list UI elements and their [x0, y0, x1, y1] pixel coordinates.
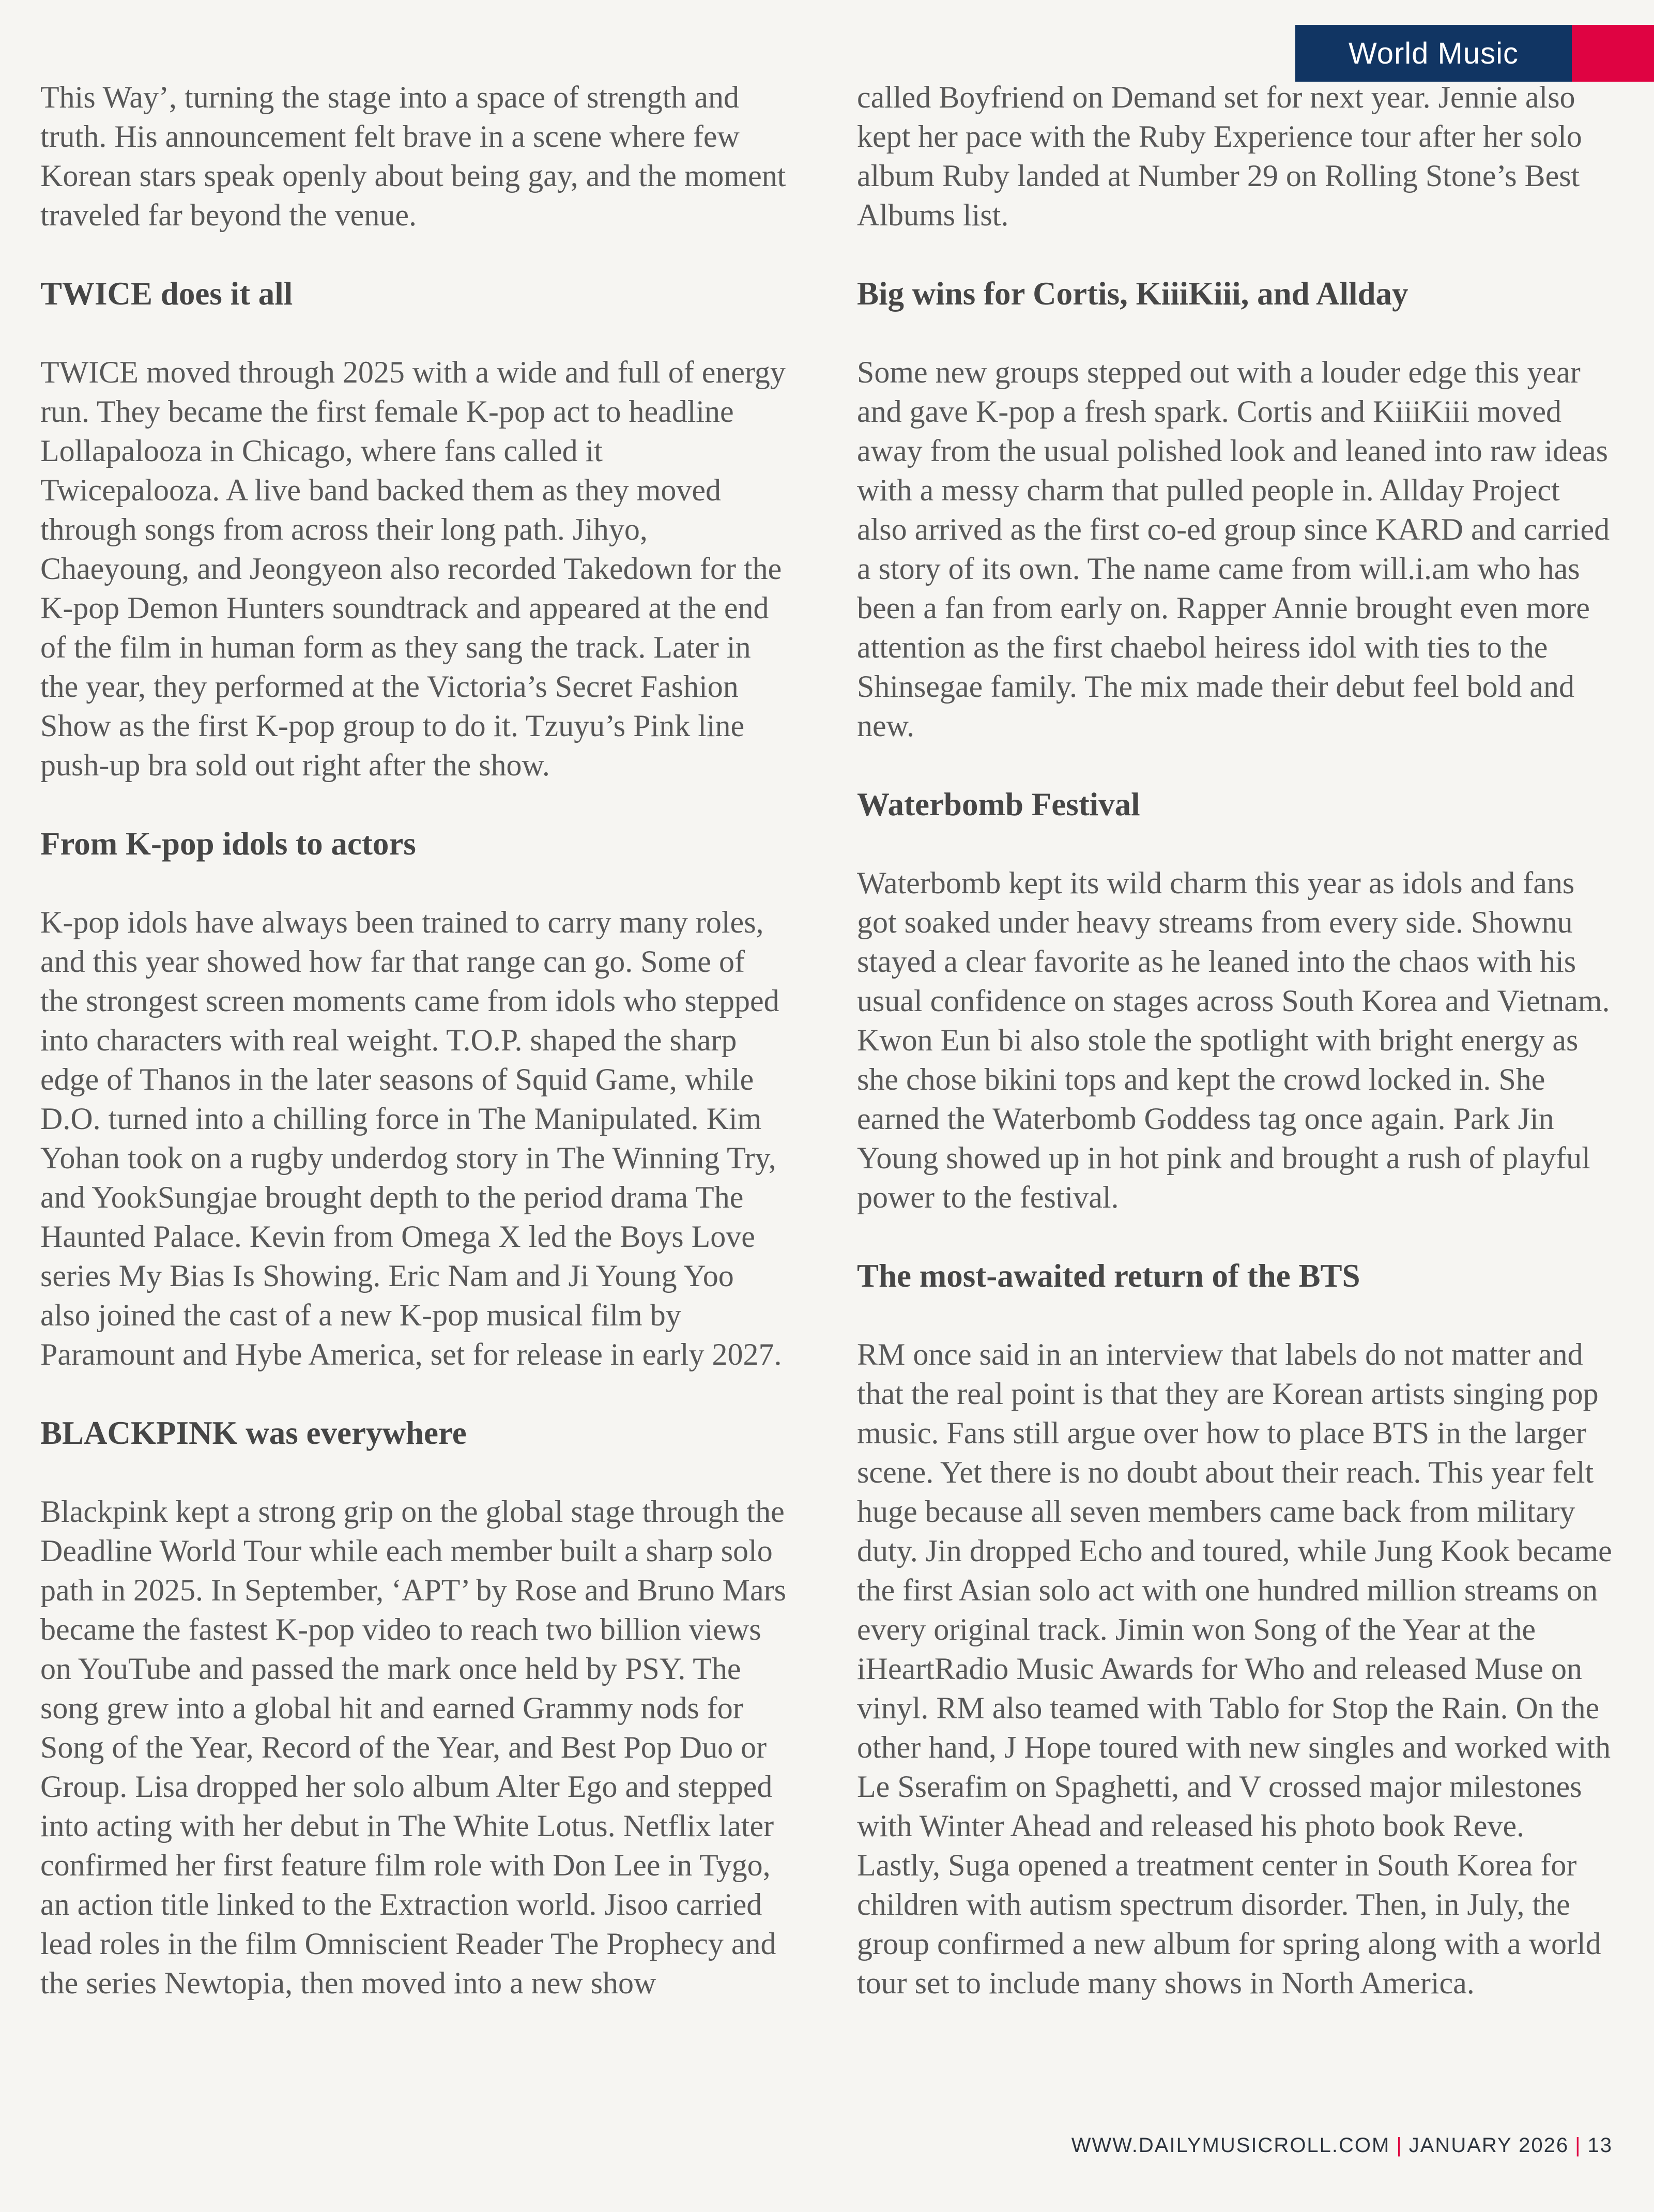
footer-page-number: 13	[1587, 2134, 1613, 2157]
body-paragraph: RM once said in an interview that labels do not matter and that the real point is that they are Korean artists singing pop music. Fans still argue over how to place BTS in the larger scene. Yet there is no doubt about their reach. This year felt huge because all seven members came back from military duty. Jin dropped Echo and toured, while Jung Kook became the first Asian solo act with one hundred million streams on every original track. Jimin won Song of the Year at the iHeartRadio Music Awards for Who and released Muse on vinyl. RM also teamed with Tablo for Stop the Rain. On the other hand, J Hope toured with new singles and worked with Le Sserafim on Spaghetti, and V crossed major milestones with Winter Ahead and released his photo book Reve. Lastly, Suga opened a treatment center in South Korea for children with autism spectrum disorder. Then, in July, the group confirmed a new album for spring along with a world tour set to include many shows in North America.	[857, 1337, 1612, 2000]
page-footer	[1071, 2134, 1613, 2157]
banner-accent-block	[1572, 25, 1654, 82]
footer-separator: |	[1575, 2134, 1582, 2157]
footer-website: WWW.DAILYMUSICROLL.COM	[1071, 2134, 1390, 2157]
section-banner	[1295, 25, 1572, 82]
section-heading: BLACKPINK was everywhere	[40, 1415, 467, 1451]
body-paragraph: K-pop idols have always been trained to carry many roles, and this year showed how far that range can go. Some of the strongest screen moments came from idols who stepped into characters with real weight. T.O.P. shaped the sharp edge of Thanos in the later seasons of Squid Game, while D.O. turned into a chilling force in The Manipulated. Kim Yohan took on a rugby underdog story in The Winning Try, and YookSungjae brought depth to the period drama The Haunted Palace. Kevin from Omega X led the Boys Love series My Bias Is Showing. Eric Nam and Ji Young Yoo also joined the cast of a new K-pop musical film by Paramount and Hybe America, set for release in early 2027.	[40, 905, 782, 1371]
body-paragraph: TWICE moved through 2025 with a wide and full of energy run. They became the first female K-pop act to headline Lollapalooza in Chicago, where fans called it Twicepalooza. A live band backed them as they moved through songs from across their long path. Jihyo, Chaeyoung, and Jeongyeon also recorded Takedown for the K-pop Demon Hunters soundtrack and appeared at the end of the film in human form as they sang the track. Later in the year, they performed at the Victoria’s Secret Fashion Show as the first K-pop group to do it. Tzuyu’s Pink line push-up bra sold out right after the show.	[40, 355, 786, 782]
body-paragraph: called Boyfriend on Demand set for next year. Jennie also kept her pace with the Ruby Experience tour after her solo album Ruby landed at Number 29 on Rolling Stone’s Best Albums list.	[857, 80, 1582, 232]
article-column-left	[40, 78, 788, 2042]
body-paragraph: Blackpink kept a strong grip on the global stage through the Deadline World Tour while each member built a sharp solo path in 2025. In September, ‘APT’ by Rose and Bruno Mars became the fastest K-pop video to reach two billion views on YouTube and passed the mark once held by PSY. The song grew into a global hit and earned Grammy nods for Song of the Year, Record of the Year, and Best Pop Duo or Group. Lisa dropped her solo album Alter Ego and stepped into acting with her debut in The White Lotus. Netflix later confirmed her first feature film role with Don Lee in Tygo, an action title linked to the Extraction world. Jisoo carried lead roles in the film Omniscient Reader The Prophecy and the series Newtopia, then moved into a new show	[40, 1494, 786, 2000]
section-heading: The most-awaited return of the BTS	[857, 1258, 1360, 1294]
section-heading: Big wins for Cortis, KiiiKiii, and Allday	[857, 276, 1408, 312]
body-paragraph: Waterbomb kept its wild charm this year as idols and fans got soaked under heavy streams from every side. Shownu stayed a clear favorite as he leaned into the chaos with his usual confidence on stages across South Korea and Vietnam. Kwon Eun bi also stole the spotlight with bright energy as she chose bikini tops and kept the crowd locked in. She earned the Waterbomb Goddess tag once again. Park Jin Young showed up in hot pink and brought a rush of playful power to the festival.	[857, 866, 1610, 1214]
section-banner-label: World Music	[1349, 36, 1519, 70]
section-heading: TWICE does it all	[40, 276, 293, 312]
section-heading: From K-pop idols to actors	[40, 826, 416, 862]
body-paragraph: This Way’, turning the stage into a space of strength and truth. His announcement felt brave in a scene where few Korean stars speak openly about being gay, and the moment traveled far beyond the venue.	[40, 80, 786, 232]
section-heading: Waterbomb Festival	[857, 786, 1140, 822]
body-paragraph: Some new groups stepped out with a louder edge this year and gave K-pop a fresh spark. Cortis and KiiiKiii moved away from the usual polished look and leaned into raw ideas with a messy charm that pulled people in. Allday Project also arrived as the first co-ed group since KARD and carried a story of its own. The name came from will.i.am who has been a fan from early on. Rapper Annie brought even more attention as the first chaebol heiress idol with ties to the Shinsegae family. The mix made their debut feel bold and new.	[857, 355, 1610, 743]
article-column-right	[857, 78, 1614, 2042]
footer-issue-date: JANUARY 2026	[1408, 2134, 1569, 2157]
footer-separator: |	[1396, 2134, 1403, 2157]
